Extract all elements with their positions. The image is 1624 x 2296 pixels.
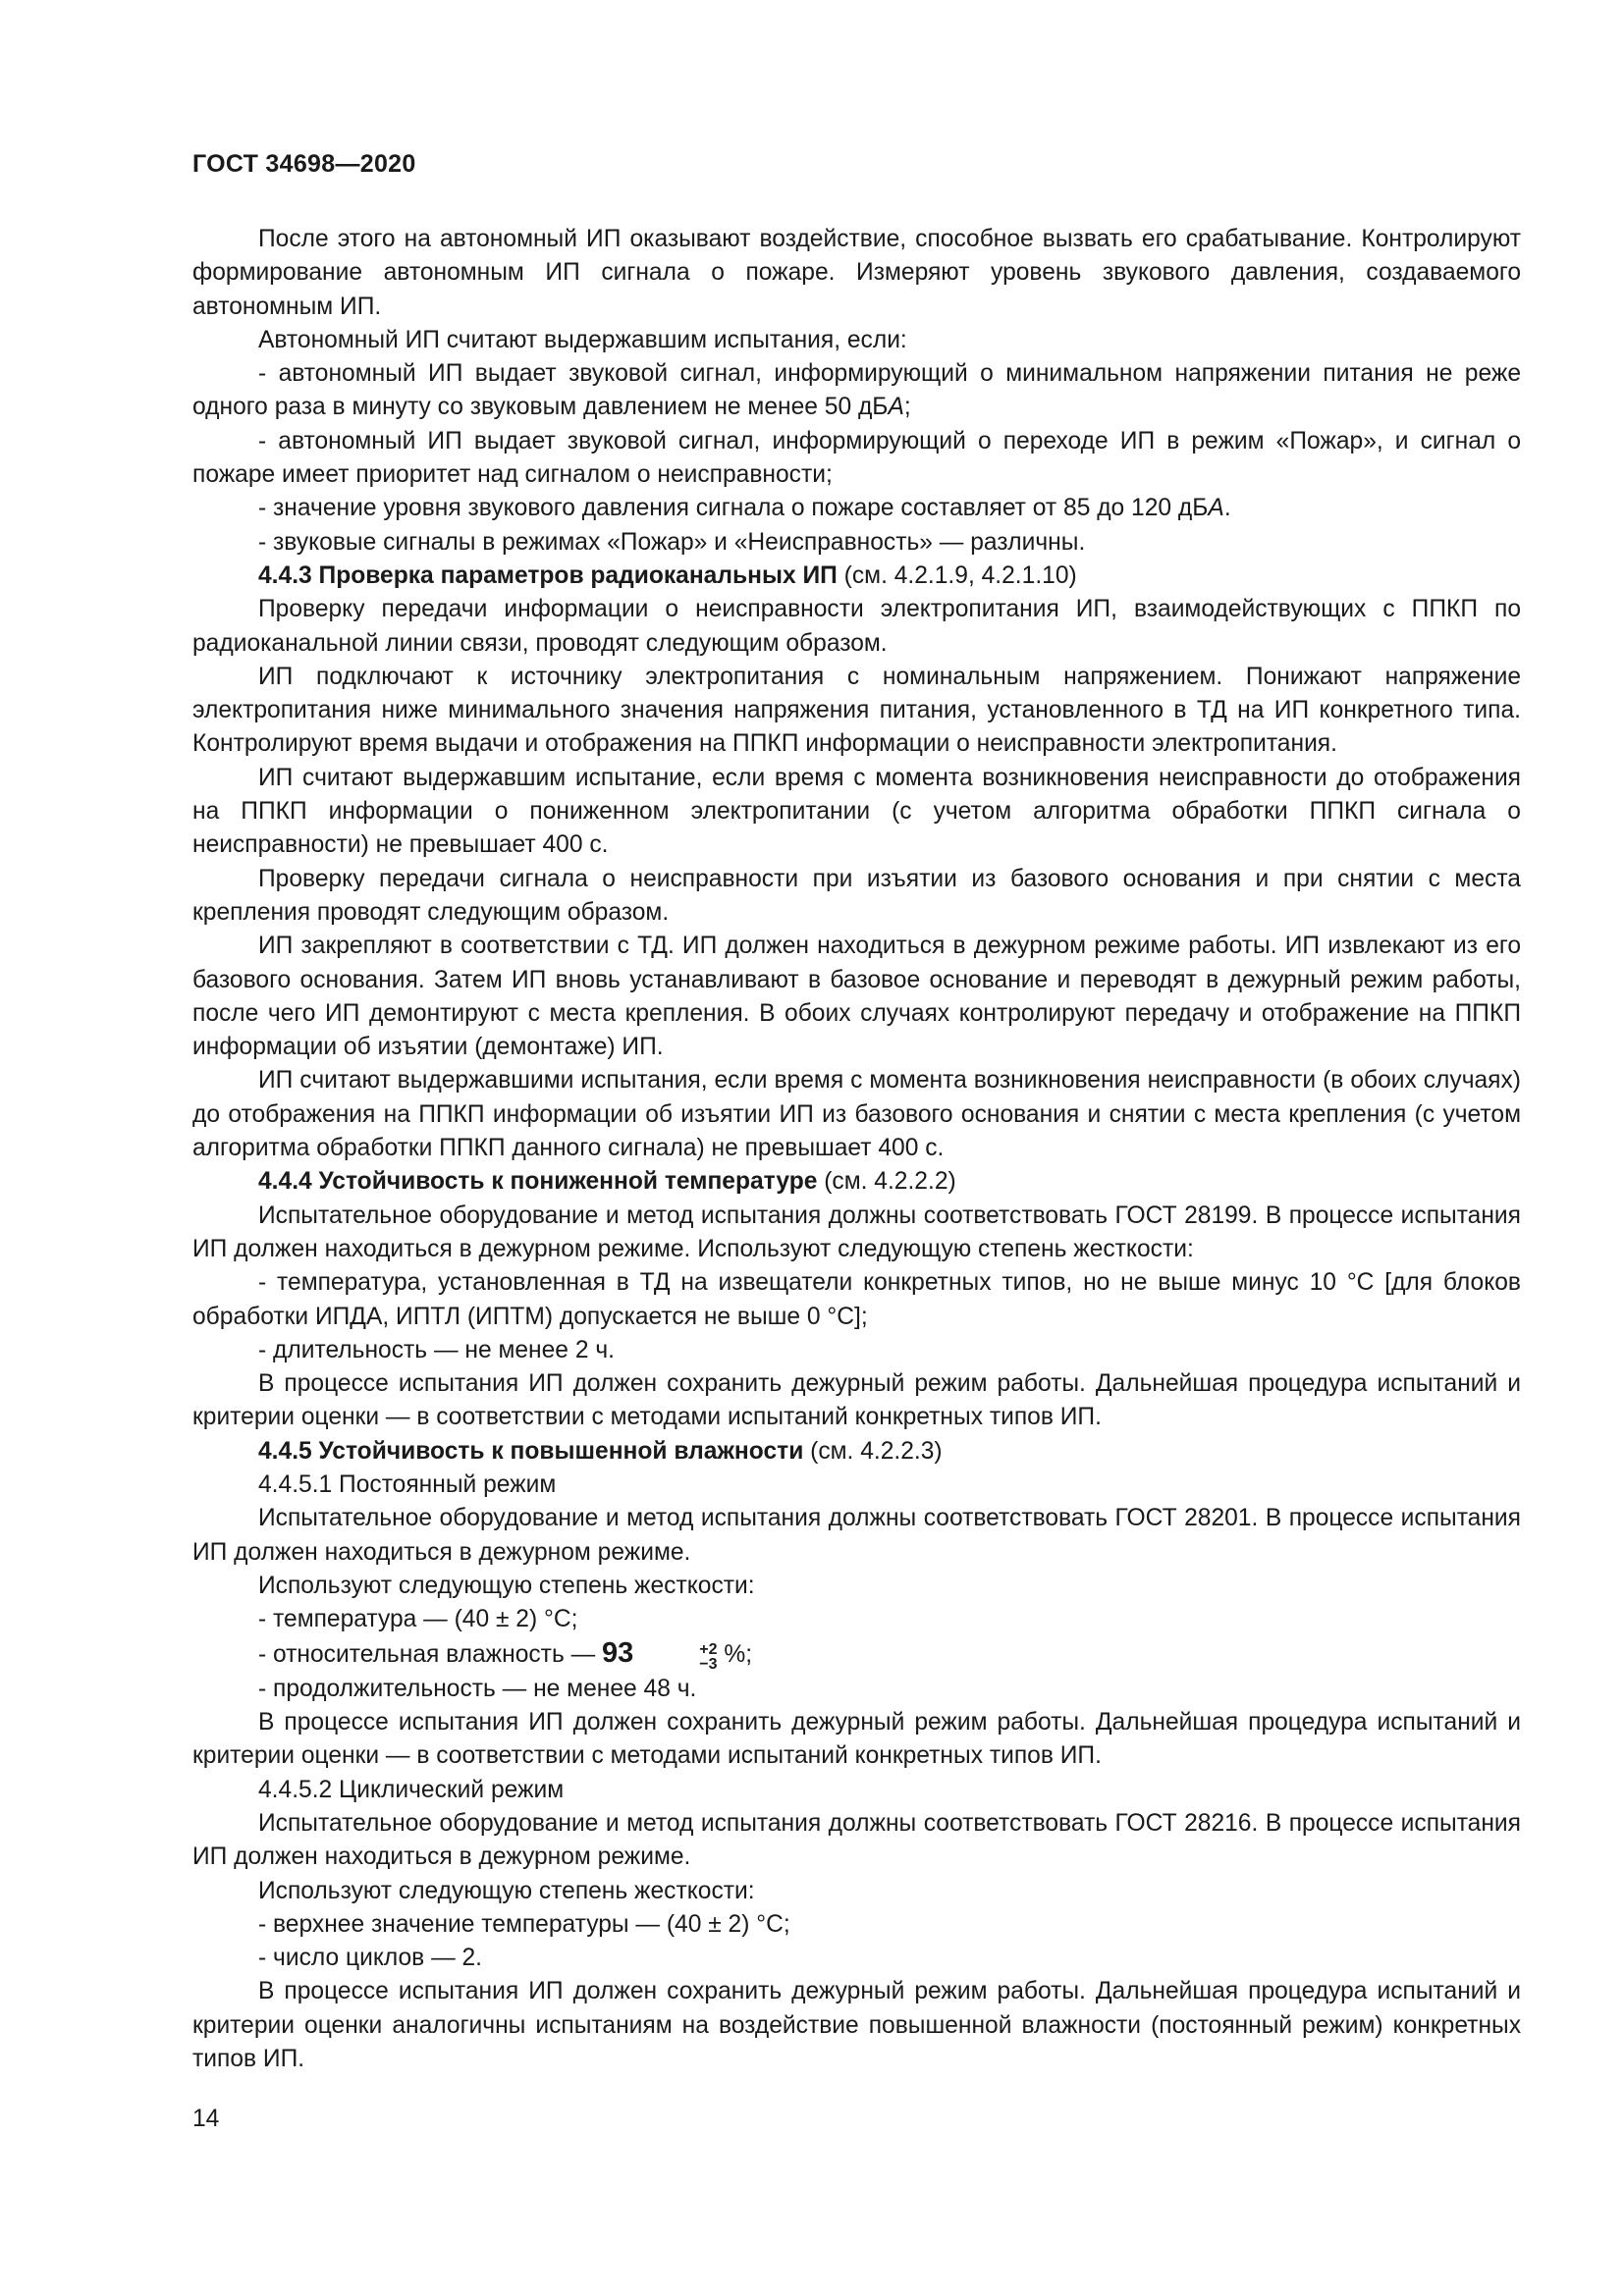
paragraph: Испытательное оборудование и метод испытания должны соответствовать ГОСТ 28201. В процессе испытания ИП должен находиться в дежурном режиме.: [192, 1505, 1521, 1566]
list-item: - верхнее значение температуры — (40 ± 2) °С;: [258, 1910, 790, 1938]
paragraph: Используют следующую степень жесткости:: [258, 1877, 755, 1904]
list-item: - автономный ИП выдает звуковой сигнал, информирующий о переходе ИП в режим «Пожар», и сигнал о пожаре имеет приоритет над сигналом о неисправности;: [192, 427, 1521, 489]
list-item: - температура — (40 ± 2) °С;: [258, 1606, 578, 1633]
subsection-heading: 4.4.5.1 Постоянный режим: [258, 1470, 557, 1498]
unit: А: [1208, 495, 1224, 522]
humidity-tolerance: [633, 1642, 717, 1672]
paragraph: ИП подключают к источнику электропитания с номинальным напряжением. Понижают напряжение электропитания ниже минимального значения напряжения питания, установленного в ТД на ИП конкретного типа. Контролируют время выдачи и отображения на ППКП информации о неисправности электропитания.: [192, 663, 1521, 758]
subsection-heading: 4.4.5.2 Циклический режим: [258, 1776, 565, 1803]
section-title: 4.4.3 Проверка параметров радиоканальных ИП: [258, 561, 838, 589]
text: %;: [717, 1641, 753, 1669]
paragraph: В процессе испытания ИП должен сохранить дежурный режим работы. Дальнейшая процедура испытаний и критерии оценки аналогичны испытаниям на воздействие повышенной влажности (постоянный режим) конкретных типов ИП.: [192, 1978, 1521, 2073]
section-ref: (см. 4.2.2.3): [803, 1437, 943, 1465]
paragraph: ИП закрепляют в соответствии с ТД. ИП должен находиться в дежурном режиме работы. ИП извлекают из его базового основания. Затем ИП вновь устанавливают в базовое основание и переводят в дежурный режим работы, после чего ИП демонтируют с места крепления. В обоих случаях контролируют передачу и отображение на ППКП информации об изъятии (демонтаже) ИП.: [192, 933, 1521, 1061]
section-title: 4.4.5 Устойчивость к повышенной влажности: [258, 1437, 804, 1465]
section-heading: [192, 1435, 1521, 1468]
paragraph: Проверку передачи информации о неисправности электропитания ИП, взаимодействующих с ППКП по радиоканальной линии связи, проводят следующим образом.: [192, 596, 1521, 657]
section-heading: [192, 560, 1521, 593]
document-body: [192, 223, 1521, 2076]
list-item: - продолжительность — не менее 48 ч.: [258, 1675, 697, 1702]
punct: ;: [903, 394, 911, 421]
paragraph: ИП считают выдержавшим испытание, если время с момента возникновения неисправности до отображения на ППКП информации о пониженном электропитании (с учетом алгоритма обработки ППКП сигнала о неисправности) не превышает 400 с.: [192, 764, 1521, 859]
paragraph: Испытательное оборудование и метод испытания должны соответствовать ГОСТ 28216. В процессе испытания ИП должен находиться в дежурном режиме.: [192, 1809, 1521, 1871]
list-item: - число циклов — 2.: [258, 1945, 483, 1972]
paragraph: Используют следующую степень жесткости:: [258, 1572, 755, 1599]
section-heading: [192, 1165, 1521, 1199]
paragraph: В процессе испытания ИП должен сохранить дежурный режим работы. Дальнейшая процедура испытаний и критерии оценки — в соответствии с методами испытаний конкретных типов ИП.: [192, 1709, 1521, 1770]
text: - значение уровня звукового давления сигнала о пожаре составляет от 85 до 120 дБ: [258, 495, 1209, 522]
list-item: [192, 492, 1521, 525]
page-number: 14: [192, 2106, 220, 2132]
paragraph: Проверку передачи сигнала о неисправности при изъятии из базового основания и при снятии с места крепления проводят следующим образом.: [192, 865, 1521, 926]
text: - автономный ИП выдает звуковой сигнал, информирующий о минимальном напряжении питания не реже одного раза в минуту со звуковым давлением не менее 50 дБ: [192, 360, 1521, 421]
text: - относительная влажность —: [258, 1641, 603, 1669]
section-title: 4.4.4 Устойчивость к пониженной температуре: [258, 1168, 818, 1196]
humidity-value: 93: [602, 1637, 634, 1670]
section-ref: (см. 4.2.1.9, 4.2.1.10): [837, 561, 1077, 589]
list-item: - температура, установленная в ТД на извещатели конкретных типов, но не выше минус 10 °С [для блоков обработки ИПДА, ИПТЛ (ИПТМ) допускается не выше 0 °С];: [192, 1269, 1521, 1330]
paragraph: Испытательное оборудование и метод испытания должны соответствовать ГОСТ 28199. В процессе испытания ИП должен находиться в дежурном режиме. Используют следующую степень жесткости:: [192, 1201, 1521, 1262]
punct: .: [1223, 495, 1231, 522]
tolerance-plus: +2: [699, 1641, 718, 1659]
tolerance-minus: −3: [699, 1656, 718, 1674]
paragraph: ИП считают выдержавшими испытания, если время с момента возникновения неисправности (в обоих случаях) до отображения на ППКП информации об изъятии ИП из базового основания и снятии с места крепления (с учетом алгоритма обработки ППКП данного сигнала) не превышает 400 с.: [192, 1067, 1521, 1162]
document-header: ГОСТ 34698—2020: [192, 150, 416, 178]
list-item: [192, 357, 1521, 425]
section-ref: (см. 4.2.2.2): [817, 1168, 956, 1196]
list-item: [192, 1636, 1521, 1672]
paragraph: В процессе испытания ИП должен сохранить дежурный режим работы. Дальнейшая процедура испытаний и критерии оценки — в соответствии с методами испытаний конкретных типов ИП.: [192, 1370, 1521, 1431]
list-item: - длительность — не менее 2 ч.: [258, 1336, 615, 1363]
paragraph: Автономный ИП считают выдержавшим испытания, если:: [258, 326, 907, 353]
paragraph: После этого на автономный ИП оказывают воздействие, способное вызвать его срабатывание. Контролируют формирование автономным ИП сигнала о пожаре. Измеряют уровень звукового давления, создаваемого автономным ИП.: [192, 226, 1521, 320]
list-item: - звуковые сигналы в режимах «Пожар» и «Неисправность» — различны.: [258, 528, 1086, 556]
unit: А: [888, 394, 904, 421]
